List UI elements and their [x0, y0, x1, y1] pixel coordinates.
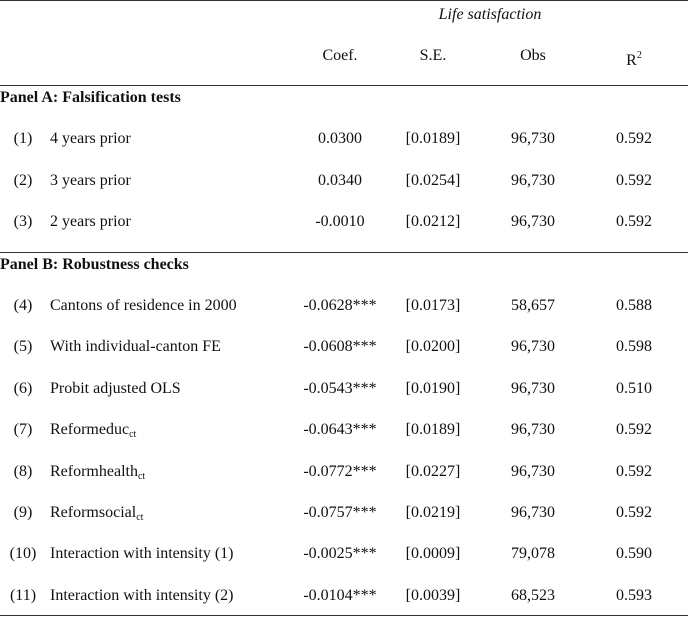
row-se: [0.0189] — [405, 421, 461, 439]
row-coef: -0.0772*** — [303, 462, 377, 480]
row-coef: -0.0608*** — [303, 338, 377, 356]
row-number: (10) — [9, 545, 37, 563]
row-number: (11) — [9, 586, 37, 604]
row-r2: 0.588 — [616, 297, 652, 314]
row-label-subscript: ct — [137, 470, 146, 482]
row-coef: 0.0340 — [318, 171, 362, 189]
row-number: (2) — [13, 171, 33, 189]
row-se: [0.0173] — [405, 297, 461, 314]
row-coef: -0.0010 — [315, 213, 365, 230]
row-obs: 96,730 — [511, 504, 555, 521]
row-coef: -0.0104*** — [303, 586, 377, 604]
row-coef: -0.0628*** — [303, 297, 377, 314]
row-number: (9) — [13, 504, 33, 521]
row-label — [50, 337, 221, 357]
row-obs: 96,730 — [511, 421, 555, 439]
row-se: [0.0212] — [405, 213, 461, 230]
row-label — [50, 586, 234, 606]
row-label-text: With individual-canton FE — [50, 338, 221, 356]
row-se: [0.0200] — [405, 338, 461, 356]
row-number: (3) — [13, 213, 33, 230]
row-number: (5) — [13, 338, 33, 356]
row-obs: 96,730 — [511, 130, 555, 147]
row-r2: 0.592 — [616, 421, 652, 439]
top-rule — [0, 0, 688, 1]
row-label — [50, 544, 234, 564]
row-coef: -0.0025*** — [303, 545, 377, 563]
row-label-text: Reformsocial — [50, 504, 137, 521]
row-coef: -0.0543*** — [303, 379, 377, 397]
row-obs: 79,078 — [511, 545, 555, 563]
row-obs: 96,730 — [511, 379, 555, 397]
row-number: (6) — [13, 379, 33, 397]
row-obs: 68,523 — [511, 586, 555, 604]
row-label — [50, 129, 131, 149]
row-r2: 0.592 — [616, 462, 652, 480]
row-obs: 96,730 — [511, 171, 555, 189]
row-number: (4) — [13, 297, 33, 314]
row-label-text: Cantons of residence in 2000 — [50, 297, 237, 314]
r2-label: R — [626, 52, 637, 69]
bottom-rule — [0, 615, 688, 616]
row-label — [50, 503, 143, 528]
row-r2: 0.592 — [616, 213, 652, 230]
r2-superscript: 2 — [636, 50, 642, 61]
row-label — [50, 296, 237, 316]
row-label-subscript: ct — [136, 512, 144, 523]
row-coef: 0.0300 — [318, 130, 362, 147]
row-obs: 96,730 — [511, 338, 555, 356]
row-label-subscript: ct — [129, 429, 137, 441]
row-se: [0.0227] — [405, 462, 461, 480]
row-r2: 0.598 — [616, 338, 652, 356]
row-label-text: 3 years prior — [50, 171, 131, 189]
row-se: [0.0254] — [405, 171, 461, 189]
row-se: [0.0189] — [405, 130, 461, 147]
row-label — [50, 171, 131, 191]
row-label-text: Reformhealth — [50, 462, 138, 480]
row-obs: 96,730 — [511, 462, 555, 480]
row-label-text: Interaction with intensity (2) — [50, 586, 234, 604]
row-label-text: Interaction with intensity (1) — [50, 545, 234, 563]
row-label-text: 2 years prior — [50, 213, 131, 230]
column-header-r2 — [594, 46, 674, 71]
row-label-text: 4 years prior — [50, 130, 131, 147]
column-header-coef: Coef. — [322, 47, 358, 64]
row-r2: 0.510 — [616, 379, 652, 397]
column-header-obs: Obs — [520, 47, 546, 64]
row-label-text: Reformeduc — [50, 421, 130, 439]
row-label — [50, 379, 181, 399]
header-rule — [0, 85, 688, 86]
row-se: [0.0190] — [405, 379, 461, 397]
row-label — [50, 462, 145, 487]
row-r2: 0.592 — [616, 504, 652, 521]
row-obs: 58,657 — [511, 297, 555, 314]
panel-divider-rule — [0, 252, 688, 253]
row-label — [50, 212, 131, 232]
column-header-se: S.E. — [419, 47, 447, 64]
row-se: [0.0219] — [405, 504, 461, 521]
panel-a-title: Panel A: Falsification tests — [0, 89, 181, 106]
panel-b-title: Panel B: Robustness checks — [0, 256, 189, 273]
row-se: [0.0039] — [405, 586, 461, 604]
row-coef: -0.0757*** — [303, 504, 377, 521]
row-label-text: Probit adjusted OLS — [50, 379, 181, 397]
group-header: Life satisfaction — [438, 6, 542, 23]
row-obs: 96,730 — [511, 213, 555, 230]
row-r2: 0.593 — [616, 586, 652, 604]
row-label — [50, 420, 136, 445]
row-number: (1) — [13, 130, 33, 147]
row-r2: 0.592 — [616, 130, 652, 147]
row-r2: 0.590 — [616, 545, 652, 563]
row-r2: 0.592 — [616, 171, 652, 189]
row-coef: -0.0643*** — [303, 421, 377, 439]
row-number: (7) — [13, 421, 33, 439]
row-se: [0.0009] — [405, 545, 461, 563]
row-number: (8) — [13, 462, 33, 480]
